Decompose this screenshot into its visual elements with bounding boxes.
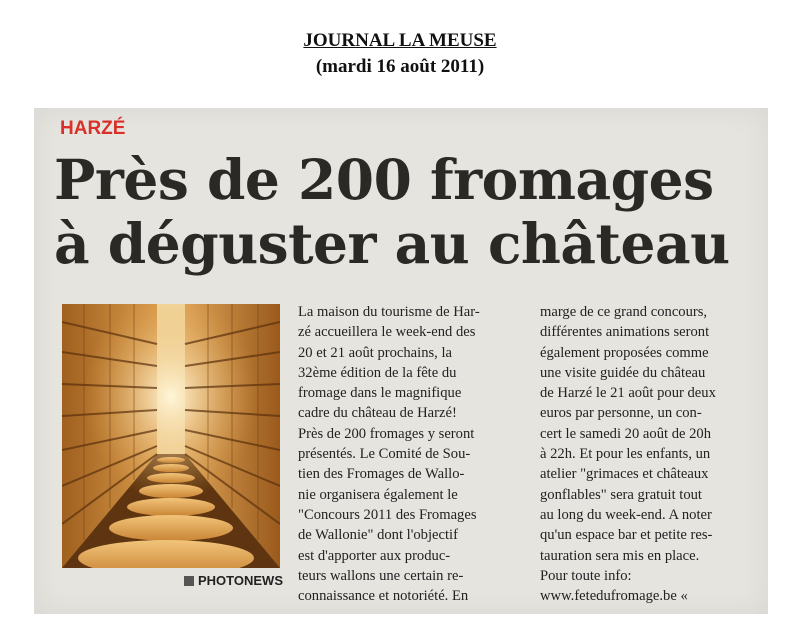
newspaper-clipping xyxy=(34,108,768,614)
text-line: fromage dans le magnifique xyxy=(298,385,462,402)
text-line: marge de ce grand concours, xyxy=(540,304,708,320)
text-line: teurs wallons une certain re- xyxy=(298,567,464,584)
publication-date: (mardi 16 août 2011) xyxy=(315,56,485,77)
headline-line: Près de 200 fromages xyxy=(54,147,714,212)
credit-square-icon xyxy=(184,576,194,586)
text-line: Près de 200 fromages y seront xyxy=(298,425,475,442)
article-kicker: HARZÉ xyxy=(60,118,126,139)
article-column-1 xyxy=(298,302,534,606)
text-line: tauration sera mis en place. xyxy=(540,547,700,564)
text-line: cadre du château de Harzé! xyxy=(298,405,457,422)
text-line: connaissance et notoriété. En xyxy=(298,588,469,605)
text-line: tien des Fromages de Wallo- xyxy=(298,466,465,483)
headline-line: à déguster au château xyxy=(54,211,730,276)
text-line: qu'un espace bar et petite res- xyxy=(540,527,713,544)
photo-credit-text: PHOTONEWS xyxy=(198,573,283,588)
text-line: de Harzé le 21 août pour deux xyxy=(540,385,716,402)
text-line: est d'apporter aux produc- xyxy=(298,547,451,564)
text-line: de Wallonie" dont l'objectif xyxy=(298,527,458,544)
text-line: zé accueillera le week-end des xyxy=(298,324,476,341)
text-line: cert le samedi 20 août de 20h xyxy=(540,425,712,442)
text-line: différentes animations seront xyxy=(540,324,710,341)
newspaper-title: JOURNAL LA MEUSE xyxy=(303,30,497,51)
text-line: Pour toute info: xyxy=(540,567,632,584)
article-column-2 xyxy=(540,302,765,606)
text-line: 32ème édition de la fête du xyxy=(298,364,457,381)
text-line: atelier "grimaces et châteaux xyxy=(540,466,709,483)
text-line: 20 et 21 août prochains, la xyxy=(298,344,453,361)
text-line: à 22h. Et pour les enfants, un xyxy=(540,446,711,463)
text-line: "Concours 2011 des Fromages xyxy=(298,506,477,523)
cheese-cellar-photo xyxy=(62,304,280,568)
photo-credit xyxy=(184,573,283,588)
text-line: au long du week-end. A noter xyxy=(540,506,712,523)
text-line: également proposées comme xyxy=(540,344,709,361)
text-line: gonflables" sera gratuit tout xyxy=(540,486,702,503)
text-line: nie organisera également le xyxy=(298,486,458,503)
text-line: La maison du tourisme de Har- xyxy=(298,304,480,320)
text-line: présentés. Le Comité de Sou- xyxy=(298,446,471,463)
text-line: euros par personne, un con- xyxy=(540,405,702,422)
article-headline xyxy=(54,148,754,276)
text-line: une visite guidée du château xyxy=(540,364,706,381)
website-link[interactable]: www.fetedufromage.be « xyxy=(540,588,688,605)
